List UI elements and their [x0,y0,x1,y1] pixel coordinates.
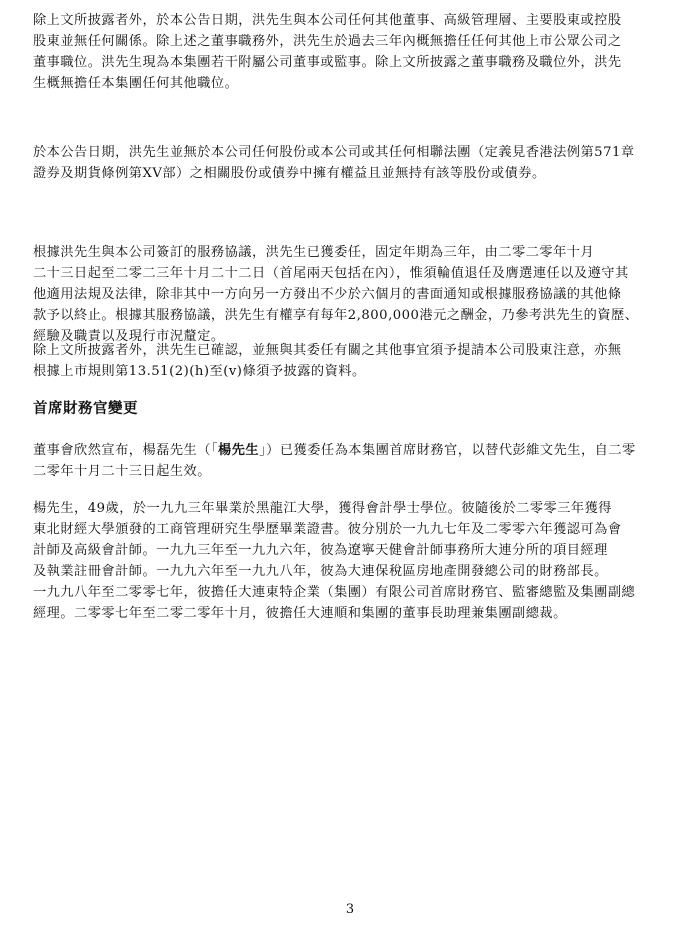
text-line: 及執業註冊會計師。一九九六年至一九九八年，彼為大連保稅區房地產開發總公司的財務部長。 [33,564,608,579]
section-heading-cfo-change: 首席財務官變更 [33,401,138,417]
text-line: 東北財經大學頒發的工商管理研究生學歷畢業證書。彼分別於一九九七年及二零零六年獲認可為會 [33,522,622,537]
text-line: 除上文所披露者外，於本公告日期，洪先生與本公司任何其他董事、高級管理層、主要股東或控股 [33,13,622,28]
page-number: 3 [345,902,355,917]
text-line: 證券及期貨條例第XV部）之相關股份或債券中擁有權益且並無持有該等股份或債券。 [33,166,546,181]
paragraph-confirmation [33,340,622,382]
text-line: 楊先生，49歲，於一九九三年畢業於黑龍江大學，獲得會計學士學位。彼隨後於二零零三年獲得 [33,501,612,516]
text-line: 二十三日起至二零二三年十月二十二日（首尾兩天包括在內），惟須輪值退任及膺選連任以及遵守其 [33,266,629,281]
text-line: 經理。二零零七年至二零二零年十月，彼擔任大連順和集團的董事長助理兼集團副總裁。 [33,606,567,621]
defined-term: 楊先生 [218,443,260,458]
text-line: 除上文所披露者外，洪先生已確認，並無與其委任有關之其他事宜須予提請本公司股東注意，亦無 [33,343,622,358]
paragraph-yang-biography [33,498,635,624]
text-line: 根據上市規則第13.51(2)(h)至(v)條須予披露的資料。 [33,364,366,379]
text-segment: 董事會欣然宣布，楊磊先生（「 [33,443,219,458]
paragraph-service-agreement [33,242,638,347]
text-line [33,440,636,461]
text-line: 股東並無任何關係。除上述之董事職務外，洪先生於過去三年內概無擔任任何其他上市公眾公司之 [33,34,622,49]
text-line: 他適用法規及法律，除非其中一方向另一方發出不少於六個月的書面通知或根據服務協議的其他條 [33,287,622,302]
text-line: 根據洪先生與本公司簽訂的服務協議，洪先生已獲委任，固定年期為三年，由二零二零年十月 [33,245,595,260]
paragraph-cfo-appointment [33,440,636,482]
text-line: 計師及高級會計師。一九九三年至一九九六年，彼為遼寧天健會計師事務所大連分所的項目經理 [33,543,608,558]
text-line: 一九九八年至二零零七年，彼擔任大連東特企業（集團）有限公司首席財務官、監審總監及集團副總 [33,585,636,600]
paragraph-hung-interests [33,142,635,184]
text-line: 款予以終止。根據其服務協議，洪先生有權享有每年2,800,000港元之酬金，乃參考洪先生的資歷、 [33,308,639,323]
text-line: 經驗及職責以及現行市況釐定。 [33,329,225,344]
paragraph-hung-relationships [33,10,622,94]
text-line: 董事職位。洪先生現為本集團若干附屬公司董事或監事。除上文所披露之董事職務及職位外，洪先 [33,55,622,70]
text-line: 二零年十月二十三日起生效。 [33,464,211,479]
text-line: 於本公告日期，洪先生並無於本公司任何股份或本公司或其任何相聯法團（定義見香港法例第571章 [33,145,635,160]
text-line: 生概無擔任本集團任何其他職位。 [33,76,239,91]
text-segment: 」）已獲委任為本集團首席財務官，以替代彭維文先生，自二零 [259,443,636,458]
